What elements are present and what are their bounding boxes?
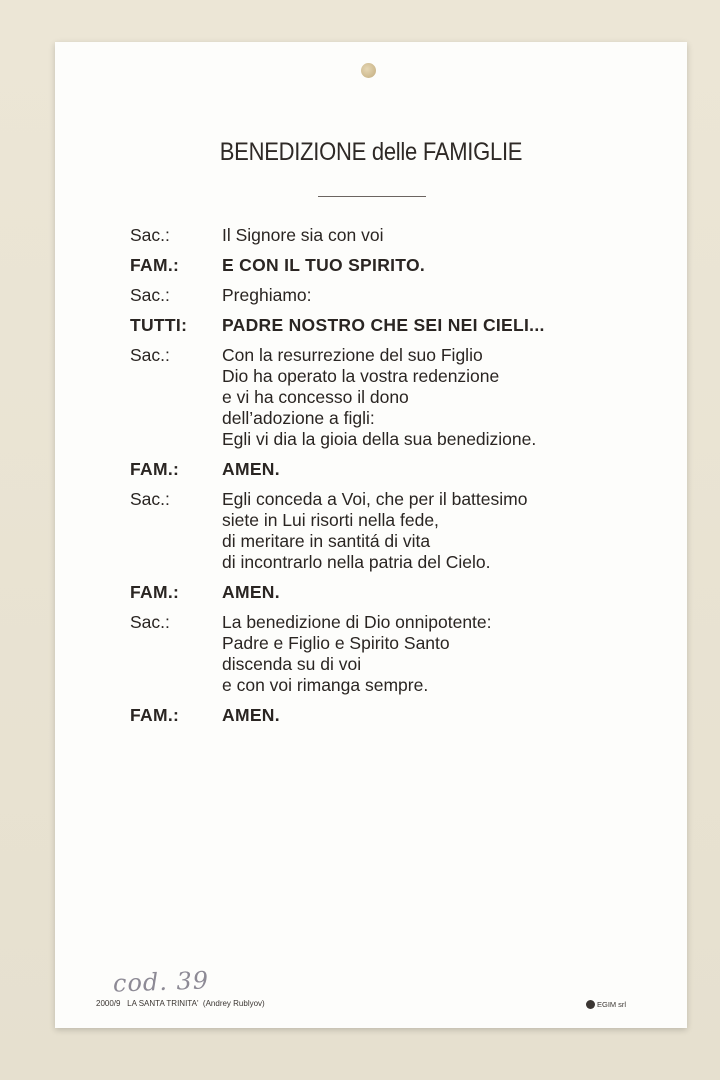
speaker-label: Sac.: xyxy=(130,612,170,632)
dialogue-text xyxy=(222,225,650,246)
publisher-name: EGIM xyxy=(597,1000,617,1009)
prayer-card xyxy=(55,42,687,1028)
dialogue-text xyxy=(222,489,650,573)
dialogue-line: e con voi rimanga sempre. xyxy=(222,675,429,695)
card-title: BENEDIZIONE delle FAMIGLIE xyxy=(219,138,523,166)
dialogue-line: di meritare in santitá di vita xyxy=(222,531,431,551)
speaker-label: Sac.: xyxy=(130,285,170,305)
footer-artwork-title: LA SANTA TRINITA' xyxy=(127,999,199,1008)
punch-hole xyxy=(361,63,376,78)
speaker-label: Sac.: xyxy=(130,489,170,509)
speaker-label: TUTTI: xyxy=(130,315,188,335)
dialogue-list xyxy=(130,225,650,735)
dialogue-text xyxy=(222,705,650,726)
handwritten-note: cod. 39 xyxy=(112,966,210,998)
dialogue-line: siete in Lui risorti nella fede, xyxy=(222,510,439,530)
dialogue-row xyxy=(130,255,650,276)
dialogue-row xyxy=(130,489,650,573)
speaker-label: Sac.: xyxy=(130,225,170,245)
dialogue-row xyxy=(130,582,650,603)
dialogue-line: PADRE NOSTRO CHE SEI NEI CIELI... xyxy=(222,315,545,335)
publisher-suffix: srl xyxy=(618,1000,627,1009)
footer-caption xyxy=(96,999,265,1008)
dialogue-line: AMEN. xyxy=(222,705,280,725)
speaker-label: FAM.: xyxy=(130,459,180,479)
publisher-logo-icon xyxy=(586,1000,595,1009)
dialogue-line: Dio ha operato la vostra redenzione xyxy=(222,366,500,386)
dialogue-row xyxy=(130,225,650,246)
dialogue-row xyxy=(130,612,650,696)
dialogue-text xyxy=(222,582,650,603)
speaker-label: FAM.: xyxy=(130,582,180,602)
dialogue-line: La benedizione di Dio onnipotente: xyxy=(222,612,492,632)
footer-artist: (Andrey Rublyov) xyxy=(202,999,265,1008)
dialogue-row xyxy=(130,285,650,306)
dialogue-row xyxy=(130,315,650,336)
speaker-label: Sac.: xyxy=(130,345,170,365)
dialogue-line: Egli conceda a Voi, che per il battesimo xyxy=(222,489,528,509)
dialogue-line: dell’adozione a figli: xyxy=(222,408,375,428)
dialogue-line: AMEN. xyxy=(222,582,280,602)
dialogue-line: Preghiamo: xyxy=(222,285,312,305)
dialogue-line: discenda su di voi xyxy=(222,654,362,674)
speaker-label: FAM.: xyxy=(130,705,180,725)
dialogue-text xyxy=(222,459,650,480)
publisher-mark xyxy=(586,1000,626,1009)
dialogue-line: e vi ha concesso il dono xyxy=(222,387,409,407)
dialogue-line: di incontrarlo nella patria del Cielo. xyxy=(222,552,491,572)
dialogue-row xyxy=(130,705,650,726)
dialogue-text xyxy=(222,345,650,450)
dialogue-row xyxy=(130,345,650,450)
dialogue-line: Il Signore sia con voi xyxy=(222,225,384,245)
dialogue-line: Padre e Figlio e Spirito Santo xyxy=(222,633,450,653)
dialogue-line: Con la resurrezione del suo Figlio xyxy=(222,345,483,365)
footer-code: 2000/9 xyxy=(96,999,121,1008)
dialogue-text xyxy=(222,255,650,276)
dialogue-row xyxy=(130,459,650,480)
dialogue-line: AMEN. xyxy=(222,459,280,479)
title-divider xyxy=(318,196,426,197)
dialogue-text xyxy=(222,315,650,336)
speaker-label: FAM.: xyxy=(130,255,180,275)
dialogue-line: Egli vi dia la gioia della sua benedizione. xyxy=(222,429,537,449)
dialogue-text xyxy=(222,612,650,696)
dialogue-line: E CON IL TUO SPIRITO. xyxy=(222,255,426,275)
dialogue-text xyxy=(222,285,650,306)
